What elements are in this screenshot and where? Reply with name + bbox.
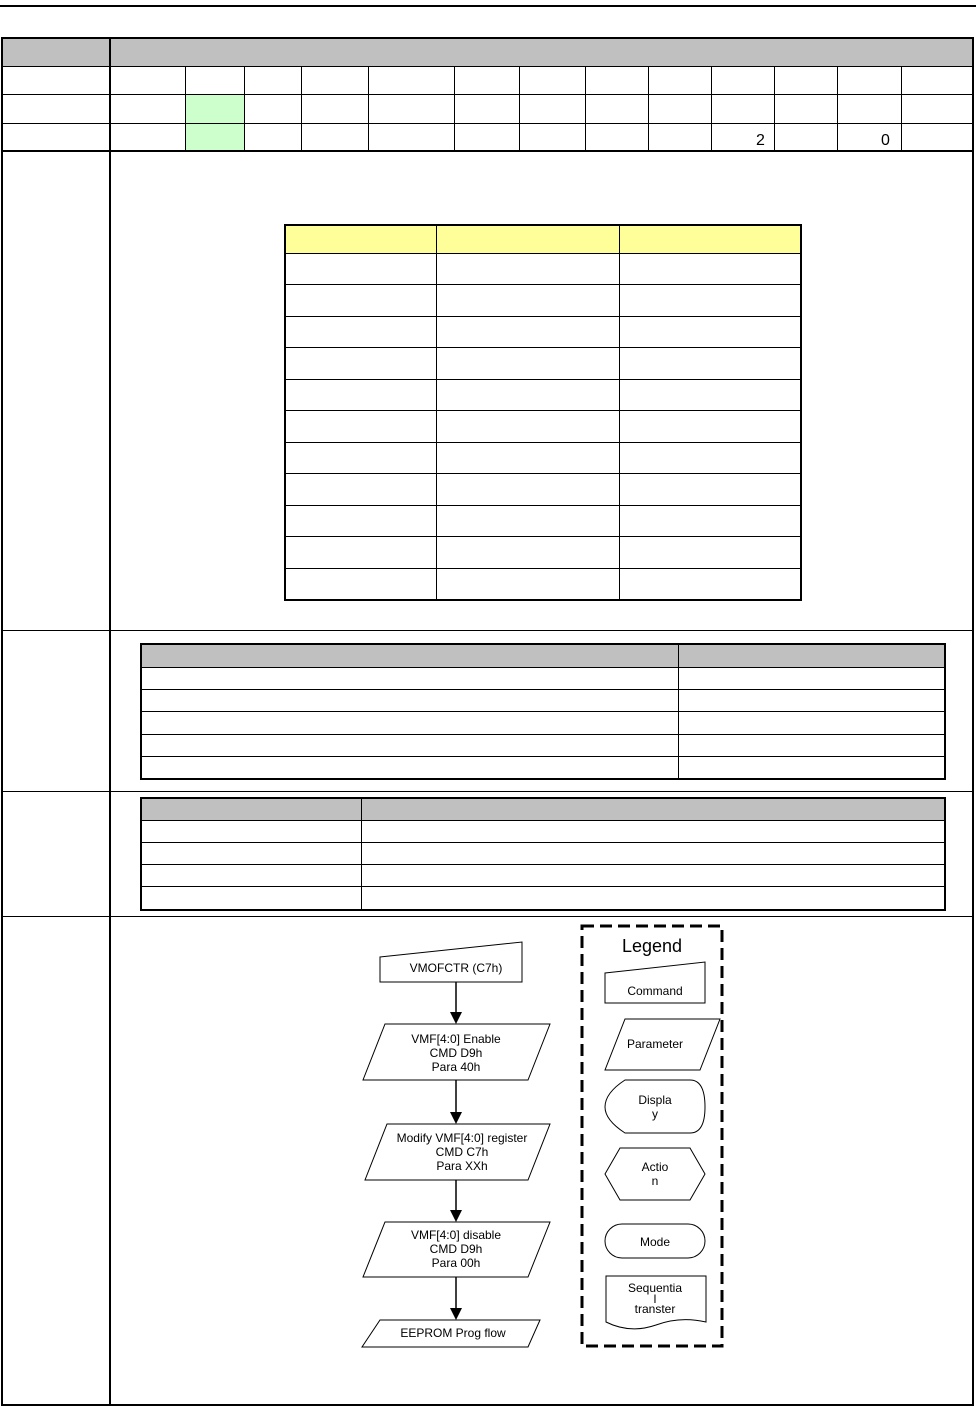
legend-item-sequential-line2: l: [653, 1292, 657, 1306]
legend-item-display-line2: y: [652, 1107, 658, 1121]
legend-item-sequential-line1: Sequentia: [627, 1281, 683, 1295]
flow-step-2-line1: VMF[4:0] Enable: [411, 1032, 501, 1046]
legend-item-sequential-line3: transter: [634, 1302, 676, 1316]
flow-step-3-line3: Para XXh: [436, 1159, 488, 1173]
flow-step-4-line3: Para 00h: [431, 1256, 481, 1270]
flow-step-2-line2: CMD D9h: [429, 1046, 483, 1060]
legend-item-mode: Mode: [639, 1235, 671, 1249]
flow-step-3-line1: Modify VMF[4:0] register: [396, 1131, 528, 1145]
flow-step-command: [380, 942, 522, 982]
legend-item-display-line1: Displa: [638, 1093, 672, 1107]
legend-item-action-line2: n: [651, 1174, 659, 1188]
flow-step-parameter: [365, 1124, 550, 1180]
flow-step-3-line2: CMD C7h: [435, 1145, 489, 1159]
legend-item-parameter: Parameter: [626, 1037, 684, 1051]
flow-step-1-text: VMOFCTR (C7h): [409, 961, 503, 975]
flow-step-2-line3: Para 40h: [431, 1060, 481, 1074]
flow-step-4-line1: VMF[4:0] disable: [410, 1228, 502, 1242]
legend-box: [582, 926, 722, 1346]
flow-step-5-text: EEPROM Prog flow: [400, 1326, 506, 1340]
flow-step-parameter: [363, 1222, 550, 1277]
flow-step-parameter: [362, 1320, 540, 1347]
bit-value-d2: 2: [756, 132, 765, 149]
flow-step-parameter: [363, 1024, 550, 1080]
legend-item-command: Command: [627, 984, 683, 998]
legend-item-action-line1: Actio: [641, 1160, 669, 1174]
legend-title: Legend: [621, 936, 683, 956]
flow-step-4-line2: CMD D9h: [429, 1242, 483, 1256]
bit-value-d0: 0: [881, 132, 890, 149]
